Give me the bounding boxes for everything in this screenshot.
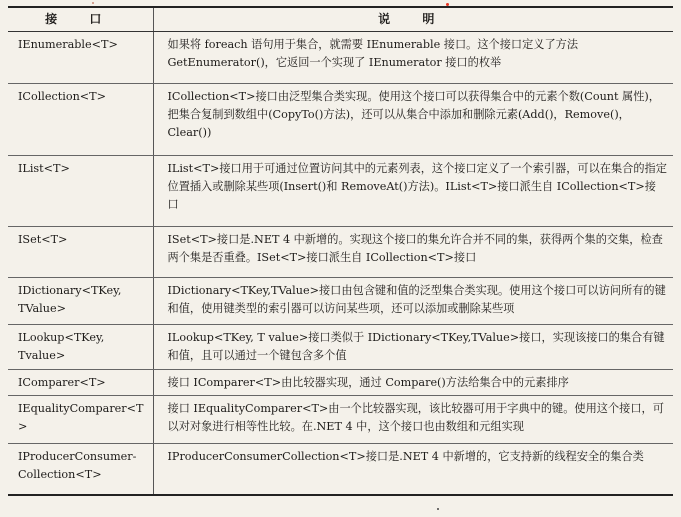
interface-description: 如果将 foreach 语句用于集合，就需要 IEnumerable 接口。这个接口定义了方法 GetEnumerator()，它返回一个实现了 IEnumerator 接口的枚举 (153, 31, 673, 83)
interface-name: IEqualityComparer<T> (8, 395, 153, 443)
interface-name: IComparer<T> (8, 369, 153, 395)
interface-description: ISet<T>接口是.NET 4 中新增的。实现这个接口的集允许合并不同的集，获得两个集的交集，检查两个集是否重叠。ISet<T>接口派生自 ICollection<T>接口 (153, 226, 673, 277)
table-header-row (8, 7, 673, 31)
interface-description: ILookup<TKey, T value>接口类似于 IDictionary<TKey,TValue>接口，实现该接口的集合有键和值，且可以通过一个键包含多个值 (153, 324, 673, 369)
table-row (8, 155, 673, 226)
header-interface: 接 口 (8, 7, 153, 31)
interface-table-page (8, 6, 673, 496)
interface-name: ILookup<TKey, Tvalue> (8, 324, 153, 369)
scan-speck (92, 2, 94, 4)
scan-speck (437, 508, 439, 510)
table-row (8, 369, 673, 395)
interface-description: ICollection<T>接口由泛型集合类实现。使用这个接口可以获得集合中的元素个数(Count 属性)，把集合复制到数组中(CopyTo()方法)，还可以从集合中添加和删除元素(Add()，Remove()，Clear()) (153, 83, 673, 155)
table-row (8, 443, 673, 495)
interface-name: IList<T> (8, 155, 153, 226)
table-row (8, 324, 673, 369)
interface-name: IDictionary<TKey, TValue> (8, 277, 153, 324)
interface-description: 接口 IEqualityComparer<T>由一个比较器实现，该比较器可用于字典中的键。使用这个接口，可以对对象进行相等性比较。在.NET 4 中，这个接口也由数组和元组实现 (153, 395, 673, 443)
interface-description: IList<T>接口用于可通过位置访问其中的元素列表，这个接口定义了一个索引器，可以在集合的指定位置插入或删除某些项(Insert()和 RemoveAt()方法)。IList<T>接口派生自 ICollection<T>接口 (153, 155, 673, 226)
interface-description: IDictionary<TKey,TValue>接口由包含键和值的泛型集合类实现。使用这个接口可以访问所有的键和值，使用键类型的索引器可以访问某些项，还可以添加或删除某些项 (153, 277, 673, 324)
table-row (8, 226, 673, 277)
interface-description: 接口 IComparer<T>由比较器实现，通过 Compare()方法给集合中的元素排序 (153, 369, 673, 395)
table-row (8, 31, 673, 83)
interface-name: ICollection<T> (8, 83, 153, 155)
interface-description: IProducerConsumerCollection<T>接口是.NET 4 中新增的，它支持新的线程安全的集合类 (153, 443, 673, 495)
table-row (8, 277, 673, 324)
table-row (8, 83, 673, 155)
collection-interfaces-table (8, 6, 673, 496)
table-row (8, 395, 673, 443)
interface-name: IEnumerable<T> (8, 31, 153, 83)
scan-speck (446, 3, 449, 6)
interface-name: IProducerConsumer-Collection<T> (8, 443, 153, 495)
header-description: 说 明 (153, 7, 673, 31)
interface-name: ISet<T> (8, 226, 153, 277)
